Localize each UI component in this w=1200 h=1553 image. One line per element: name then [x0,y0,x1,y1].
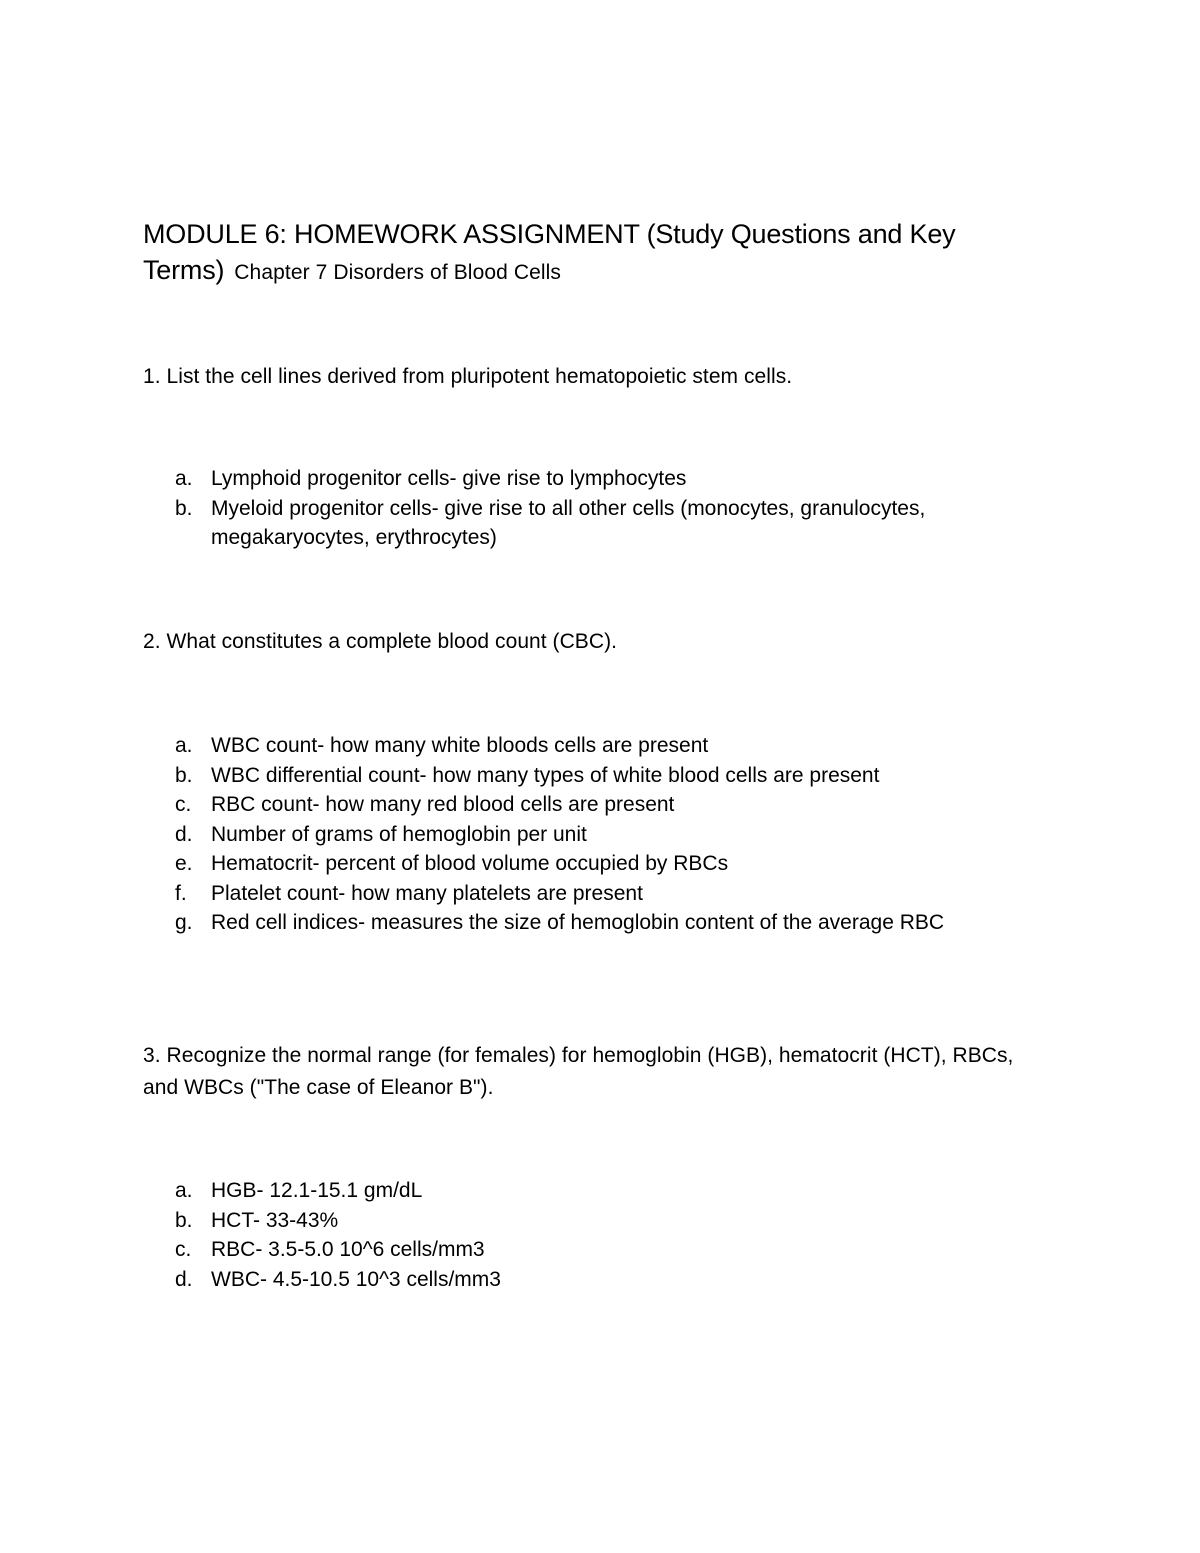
list-marker: d. [175,822,193,846]
list-marker: c. [175,1238,192,1261]
list-item-text: Lymphoid progenitor cells- give rise to lymphocytes [211,467,687,490]
list-item-text: HCT- 33-43% [211,1208,339,1232]
list-item [0,731,1100,761]
list-marker: g. [175,911,193,934]
list-item-text: RBC- 3.5-5.0 10^6 cells/mm3 [211,1238,485,1261]
list-marker: f. [175,881,187,905]
list-marker: b. [175,496,193,520]
list-item [0,820,1100,850]
list-item-text: WBC count- how many white bloods cells are present [211,734,709,757]
list-item [0,879,1100,909]
list-marker: e. [175,852,193,875]
list-item-text: HGB- 12.1-15.1 gm/dL [211,1179,423,1202]
list-marker: d. [175,1267,193,1291]
document-title-text: MODULE 6: HOMEWORK ASSIGNMENT (Study Questions and Key Terms) [143,219,956,285]
answer-list-1 [0,464,1100,553]
list-item-text: RBC count- how many red blood cells are present [211,793,675,816]
list-item-text: Myeloid progenitor cells- give rise to all other cells (monocytes, granulocytes, megakaryocytes, erythrocytes) [211,496,926,549]
answer-list-2 [0,731,1100,938]
list-item-text: WBC- 4.5-10.5 10^3 cells/mm3 [211,1267,501,1291]
list-item [0,1176,1100,1206]
list-item [0,1235,1100,1265]
list-item [0,1206,1100,1236]
list-marker: a. [175,467,193,490]
question-1: 1. List the cell lines derived from pluripotent hematopoietic stem cells. [143,365,793,388]
list-item [0,790,1100,820]
question-2: 2. What constitutes a complete blood count (CBC). [143,630,618,653]
list-item-text: Red cell indices- measures the size of hemoglobin content of the average RBC [211,911,945,934]
list-marker: a. [175,734,193,757]
list-item-text: Hematocrit- percent of blood volume occupied by RBCs [211,852,729,875]
list-item [0,849,1100,879]
list-item-text: WBC differential count- how many types of white blood cells are present [211,763,880,787]
list-item-text: Number of grams of hemoglobin per unit [211,822,587,846]
list-marker: a. [175,1179,193,1202]
list-item [0,908,1100,938]
question-3: 3. Recognize the normal range (for females) for hemoglobin (HGB), hematocrit (HCT), RBCs, and WBCs ("The case of Eleanor B"). [143,1044,1014,1099]
list-item [0,494,1100,553]
answer-list-3 [0,1176,1100,1294]
list-marker: c. [175,793,192,816]
list-item [0,464,1100,494]
list-marker: b. [175,1208,193,1232]
document-subtitle: Chapter 7 Disorders of Blood Cells [234,261,562,284]
document-title [143,216,1043,291]
list-marker: b. [175,763,193,787]
list-item [0,761,1100,791]
list-item [0,1265,1100,1295]
list-item-text: Platelet count- how many platelets are present [211,881,643,905]
